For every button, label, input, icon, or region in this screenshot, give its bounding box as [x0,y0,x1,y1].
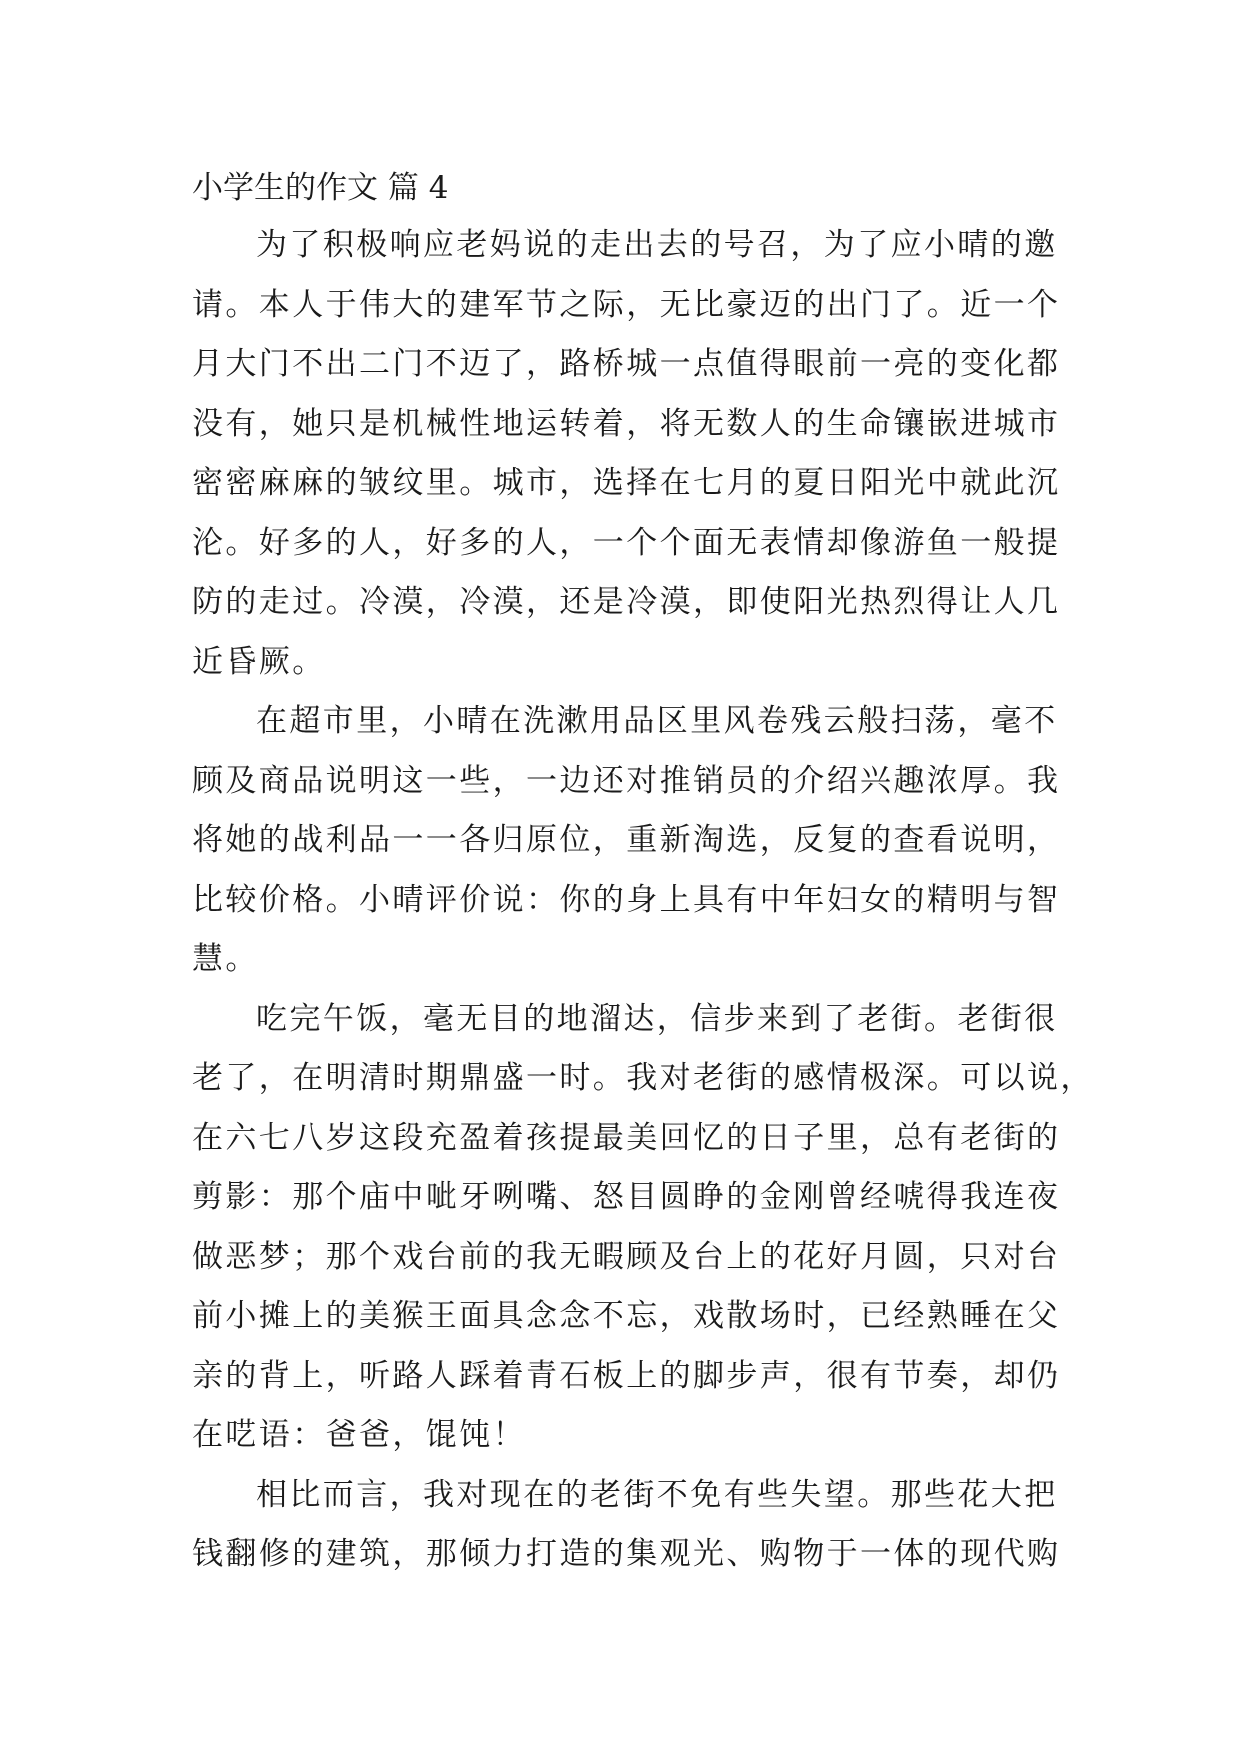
text-line: 沦。好多的人，好多的人，一个个面无表情却像游鱼一般提 [192,524,1061,561]
text-line: 比较价格。小晴评价说：你的身上具有中年妇女的精明与智 [192,881,1061,918]
text-line: 顾及商品说明这一些，一边还对推销员的介绍兴趣浓厚。我 [192,762,1061,799]
text-line: 吃完午饭，毫无目的地溜达，信步来到了老街。老街很 [256,1000,1058,1037]
text-line: 前小摊上的美猴王面具念念不忘，戏散场时，已经熟睡在父 [192,1298,1061,1334]
text-line: 老了，在明清时期鼎盛一时。我对老街的感情极深。可以说， [192,1060,1094,1096]
text-line: 在呓语：爸爸，馄饨！ [192,1417,526,1453]
text-line: 密密麻麻的皱纹里。城市，选择在七月的夏日阳光中就此沉 [192,465,1061,501]
paragraph-2 [192,692,1060,990]
text-line: 将她的战利品一一各归原位，重新淘选，反复的查看说明， [192,822,1061,858]
text-line: 钱翻修的建筑，那倾力打造的集观光、购物于一体的现代购 [192,1536,1061,1572]
text-line: 为了积极响应老妈说的走出去的号召，为了应小晴的邀 [256,227,1058,263]
text-line: 请。本人于伟大的建军节之际，无比豪迈的出门了。近一个 [192,286,1061,323]
text-line: 慧。 [192,941,259,977]
text-line: 做恶梦；那个戏台前的我无暇顾及台上的花好月圆，只对台 [192,1238,1061,1275]
document-title: 小学生的作文 篇 4 [192,170,449,206]
text-line: 剪影：那个庙中呲牙咧嘴、怒目圆睁的金刚曾经唬得我连夜 [192,1179,1061,1215]
paragraph-3 [192,990,1094,1466]
paragraph-4 [192,1466,1060,1585]
text-line: 亲的背上，听路人踩着青石板上的脚步声，很有节奏，却仍 [192,1357,1061,1394]
paragraph-1 [192,216,1060,692]
text-line: 近昏厥。 [192,643,326,680]
document-page [192,160,1094,1585]
text-line: 在六七八岁这段充盈着孩提最美回忆的日子里，总有老街的 [192,1119,1061,1156]
text-line: 没有，她只是机械性地运转着，将无数人的生命镶嵌进城市 [192,405,1061,442]
text-line: 月大门不出二门不迈了，路桥城一点值得眼前一亮的变化都 [192,346,1061,382]
text-line: 在超市里，小晴在洗漱用品区里风卷残云般扫荡，毫不 [256,703,1058,739]
text-line: 防的走过。冷漠，冷漠，还是冷漠，即使阳光热烈得让人几 [192,584,1061,620]
text-line: 相比而言，我对现在的老街不免有些失望。那些花大把 [256,1476,1058,1513]
